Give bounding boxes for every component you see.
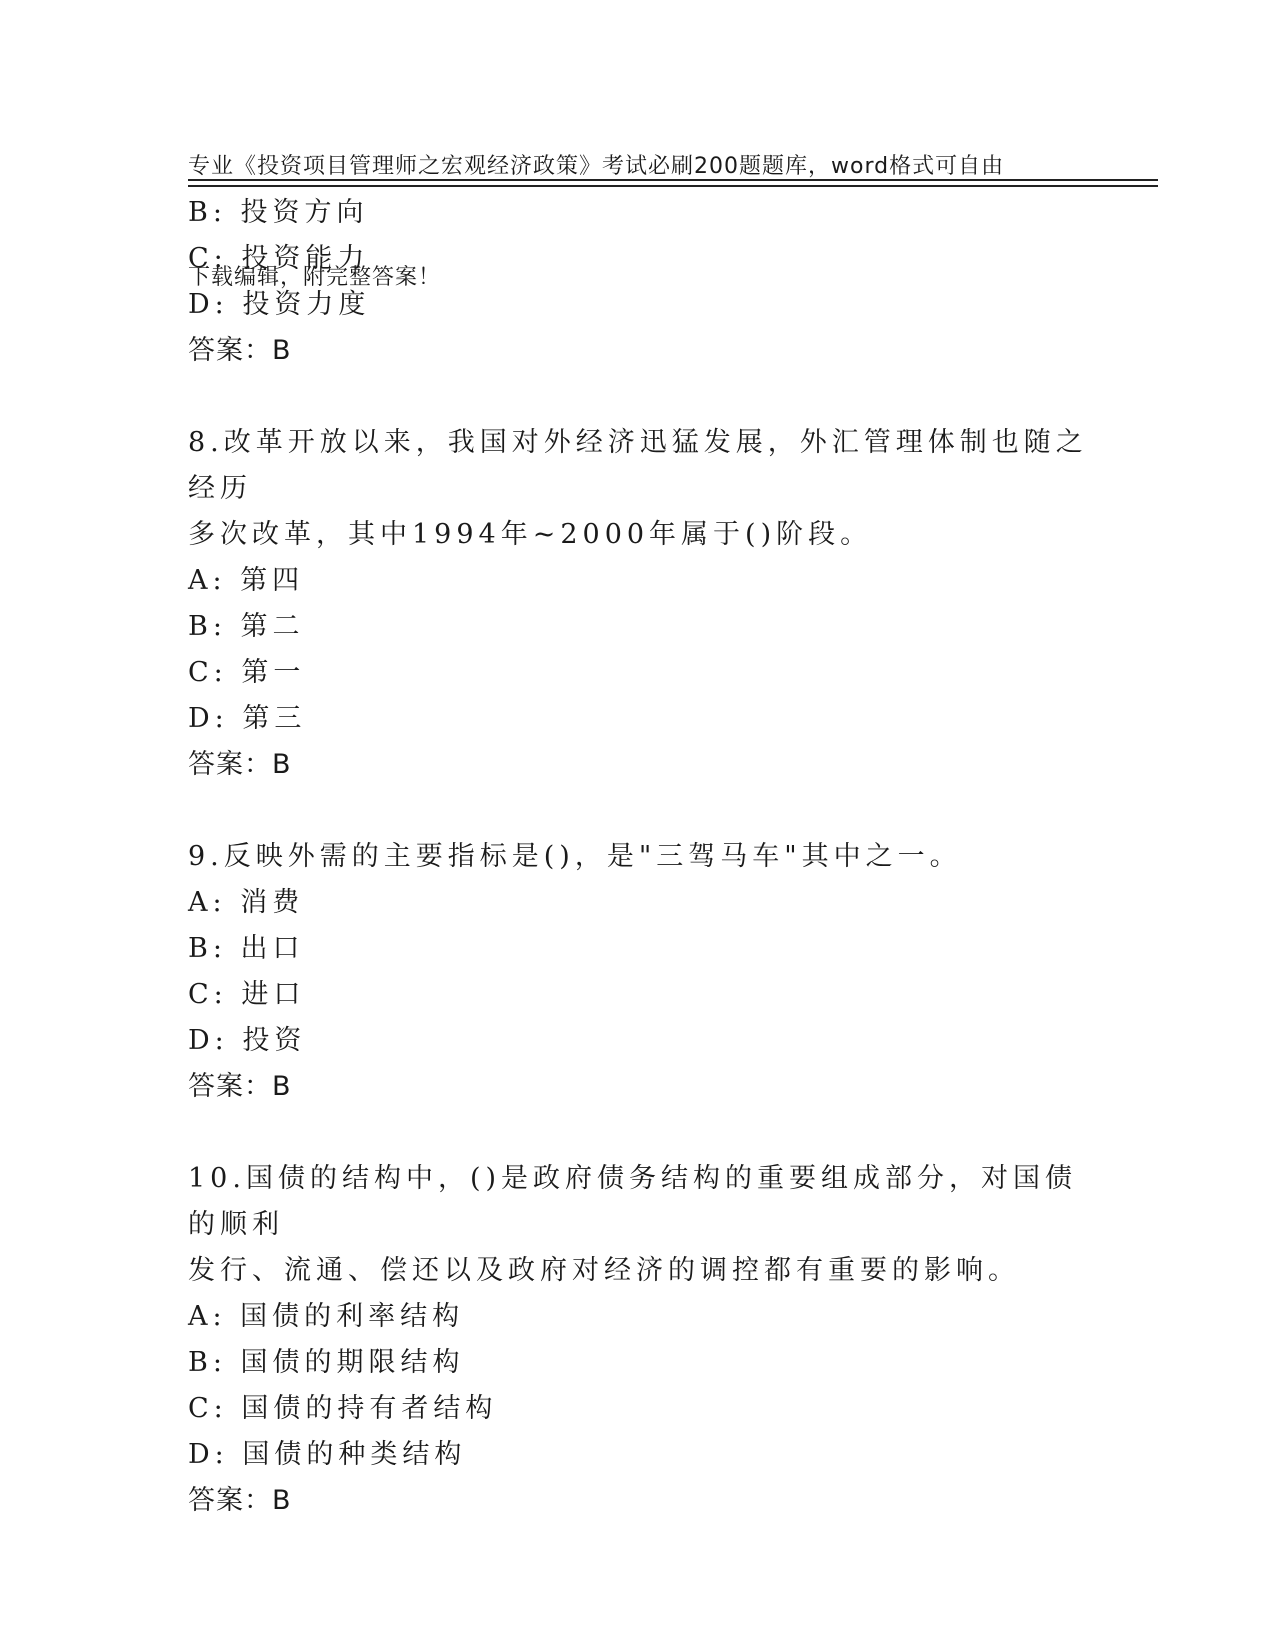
answer-line: 答案：B — [188, 1485, 292, 1516]
question-text-line: 8.改革开放以来，我国对外经济迅猛发展，外汇管理体制也随之经历 — [188, 427, 1088, 504]
spacer — [188, 374, 1088, 420]
option-b: B: 国债的期限结构 — [188, 1347, 465, 1378]
option-c: C: 进口 — [188, 979, 306, 1010]
question-text-line: 10.国债的结构中，()是政府债务结构的重要组成部分，对国债的顺利 — [188, 1163, 1078, 1240]
header-divider-top — [188, 179, 1158, 181]
question-10 — [188, 1156, 1088, 1524]
header-divider-bottom — [188, 185, 1158, 187]
question-text-line: 9.反映外需的主要指标是()，是"三驾马车"其中之一。 — [188, 841, 962, 872]
question-text-line: 多次改革，其中1994年~2000年属于()阶段。 — [188, 519, 873, 550]
previous-question-tail — [188, 190, 1088, 374]
option-b: B: 投资方向 — [188, 197, 369, 228]
answer-line: 答案：B — [188, 335, 292, 366]
option-b: B: 出口 — [188, 933, 305, 964]
option-a: A: 消费 — [188, 887, 305, 918]
option-b: B: 第二 — [188, 611, 305, 642]
option-c: C: 投资能力 — [188, 243, 370, 274]
option-d: D: 投资 — [188, 1025, 307, 1056]
spacer — [188, 788, 1088, 834]
option-d: D: 国债的种类结构 — [188, 1439, 467, 1470]
option-a: A: 国债的利率结构 — [188, 1301, 465, 1332]
answer-line: 答案：B — [188, 749, 292, 780]
header-line-2: 下载编辑，附完整答案！ — [188, 265, 442, 290]
option-c: C: 国债的持有者结构 — [188, 1393, 498, 1424]
option-d: D: 第三 — [188, 703, 307, 734]
document-content — [188, 190, 1088, 1524]
option-c: C: 第一 — [188, 657, 306, 688]
option-d: D: 投资力度 — [188, 289, 371, 320]
header-line-1: 专业《投资项目管理师之宏观经济政策》考试必刷200题题库，word格式可自由 — [188, 154, 1005, 179]
question-9 — [188, 834, 1088, 1110]
question-text-line: 发行、流通、偿还以及政府对经济的调控都有重要的影响。 — [188, 1255, 1020, 1286]
option-a: A: 第四 — [188, 565, 305, 596]
question-8 — [188, 420, 1088, 788]
spacer — [188, 1110, 1088, 1156]
answer-line: 答案：B — [188, 1071, 292, 1102]
